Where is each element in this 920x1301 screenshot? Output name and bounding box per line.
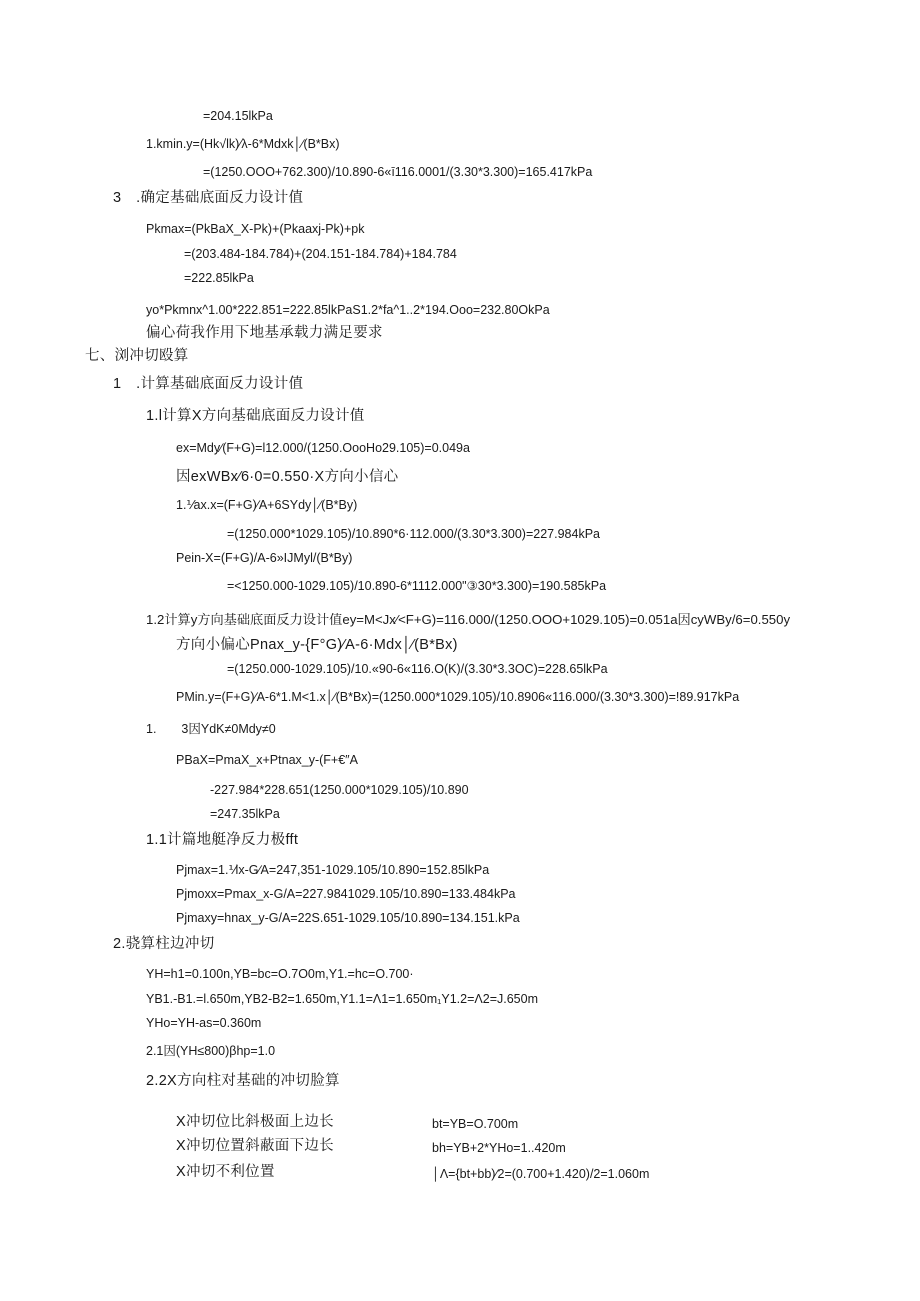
chapter-heading: 七、浏冲切殴算 <box>85 348 189 364</box>
text-line: 1.⅟ax.x=(F+G)∕A+6SYdy│∕(B*By) <box>176 498 358 512</box>
table-label: X冲切不利位置 <box>176 1164 275 1180</box>
table-label: X冲切位置斜蔽面下边长 <box>176 1138 334 1154</box>
text-line: Pjmoxx=Pmax_x-G/A=227.9841029.105/10.890=133.484kPa <box>176 887 516 901</box>
text-line: 2.1因(YH≤800)βhp=1.0 <box>146 1044 276 1058</box>
text-line: =(1250.000*1029.105)/10.890*6·112.000/(3.30*3.300)=227.984kPa <box>227 527 600 541</box>
table-value: bt=YB=O.700m <box>432 1117 519 1131</box>
text-line: PBaX=PmaX_x+Ptnax_y-(F+€″A <box>176 753 358 767</box>
text-line: Pkmax=(PkBaX_X-Pk)+(Pkaaxj-Pk)+pk <box>146 222 365 236</box>
text-line: -227.984*228.651(1250.000*1029.105)/10.890 <box>210 783 469 797</box>
subsection-heading: 2.2X方向柱对基础的冲切脸算 <box>146 1073 340 1089</box>
text-line: 1.kmin.y=(Hk√lk)∕λ-6*Mdxk│∕(B*Bx) <box>146 137 340 151</box>
text-line: =(1250.OOO+762.300)/10.890-6«ī116.0001/(3.30*3.300)=165.417kPa <box>203 165 593 179</box>
text-line: Pjmax=1.⅟lx-G∕A=247,351-1029.105/10.890=152.85lkPa <box>176 863 490 877</box>
section-heading: 1 .计算基础底面反力设计值 <box>113 376 304 392</box>
section-heading: 2.骁算柱边冲切 <box>113 936 215 952</box>
subsection-heading: 1.1计篇地艇净反力极fft <box>146 832 299 848</box>
text-line: Pjmaxy=hnax_y-G/A=22S.651-1029.105/10.890=134.151.kPa <box>176 911 520 925</box>
text-line: =<1250.000-1029.105)/10.890-6*1112.000"③30*3.300)=190.585kPa <box>227 579 607 593</box>
text-line: 偏心荷我作用下地基承载力满足要求 <box>146 325 383 341</box>
text-line: =222.85lkPa <box>184 271 254 285</box>
text-line: 因exWBx∕6·0=0.550·X方向小信心 <box>176 469 399 485</box>
text-line: 方向小偏心Pnax_y-{F°G)∕A-6·Mdx│∕(B*Bx) <box>176 637 458 653</box>
text-line: =247.35lkPa <box>210 807 280 821</box>
table-value: │Λ={bt+bb)∕2=(0.700+1.420)/2=1.060m <box>432 1167 650 1181</box>
text-line: =(1250.000-1029.105)/10.«90-6«116.O(K)/(3.30*3.3OC)=228.65lkPa <box>227 662 608 676</box>
subsection-heading: 1.l计算X方向基础底面反力设计值 <box>146 408 365 424</box>
text-line: Pein-X=(F+G)/A-6»IJMyl/(B*By) <box>176 551 353 565</box>
subsection-heading: 1.2计算y方向基础底面反力设计值ey=M<Jx⁄<F+G)=116.000/(1250.OOO+1029.105)=0.051a因cyWBy/6=0.550y <box>146 612 791 627</box>
table-label: X冲切位比斜极面上边长 <box>176 1114 334 1130</box>
text-line: =(203.484-184.784)+(204.151-184.784)+184.784 <box>184 247 457 261</box>
text-line: YB1.-B1.=l.650m,YB2-B2=1.650m,Y1.1=Λ1=1.650m₁Y1.2=Λ2=J.650m <box>146 992 538 1006</box>
text-line: =204.15lkPa <box>203 109 273 123</box>
text-line: ex=Mdy∕(F+G)=l12.000/(1250.OooHo29.105)=0.049a <box>176 441 470 455</box>
text-line: PMin.y=(F+G)∕A-6*1.M<1.x│∕(B*Bx)=(1250.000*1029.105)/10.8906«116.000/(3.30*3.300)=!89.917kPa <box>176 690 740 704</box>
table-value: bh=YB+2*YHo=1..420m <box>432 1141 566 1155</box>
section-heading: 3 .确定基础底面反力设计值 <box>113 190 304 206</box>
text-line: 1. 3因YdK≠0Mdy≠0 <box>146 722 276 736</box>
text-line: yo*Pkmnx^1.00*222.851=222.85lkPaS1.2*fa^1..2*194.Ooo=232.80OkPa <box>146 303 550 317</box>
text-line: YHo=YH-as=0.360m <box>146 1016 262 1030</box>
text-line: YH=h1=0.100n,YB=bc=O.7O0m,Y1.=hc=O.700· <box>146 967 414 981</box>
